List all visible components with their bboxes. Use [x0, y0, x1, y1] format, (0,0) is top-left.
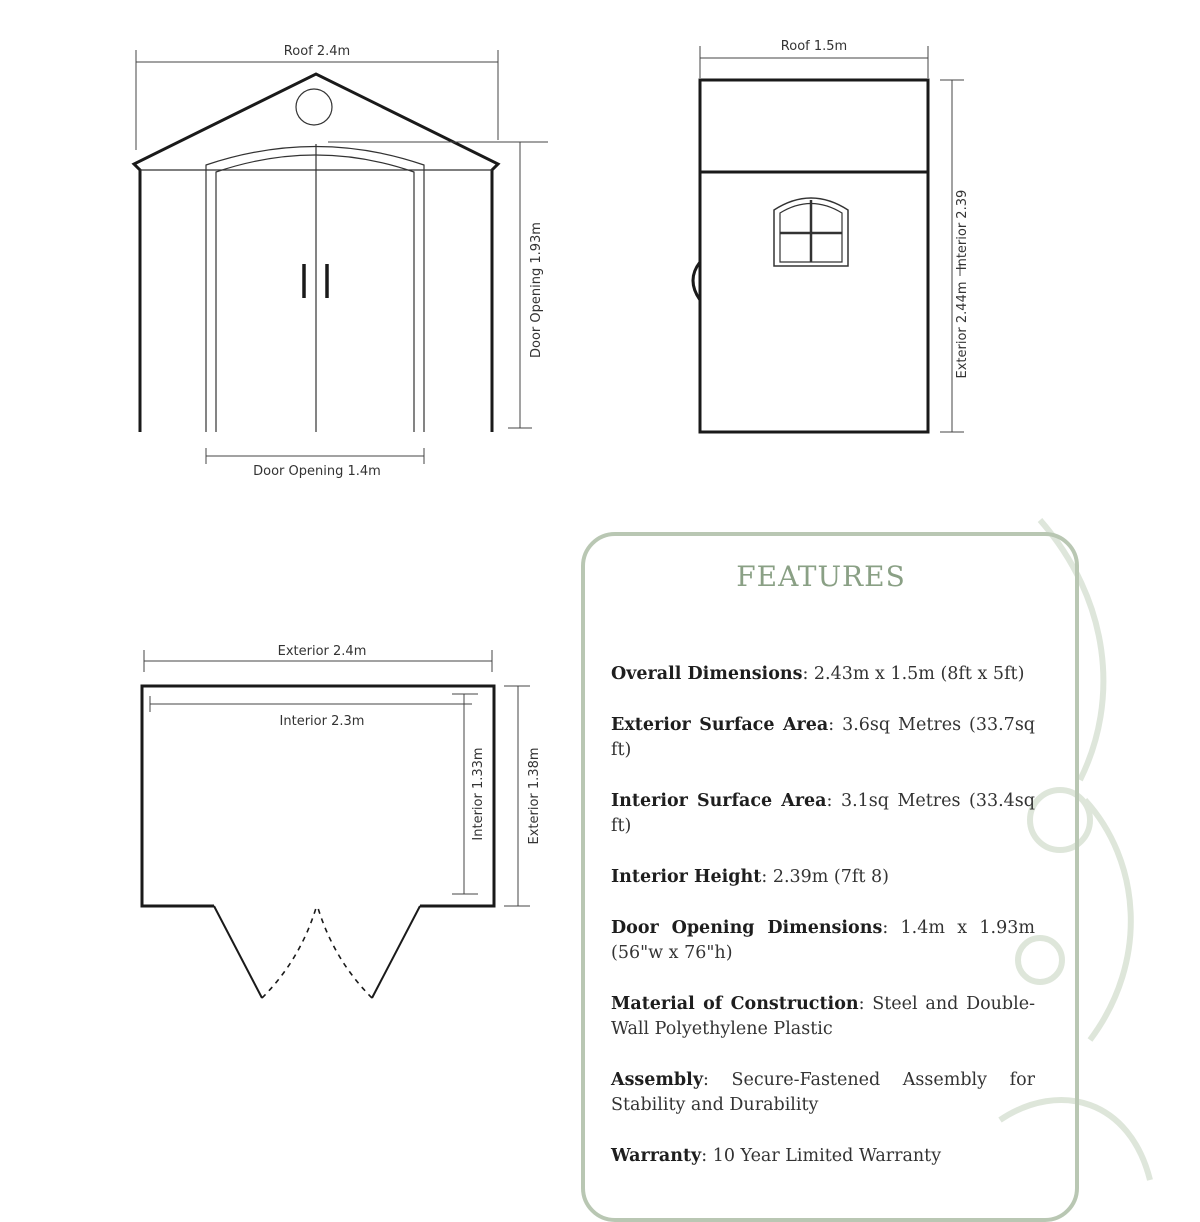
- feature-item-material: Material of Construction: Steel and Double-Wall Polyethylene Plastic: [611, 994, 1035, 1039]
- feature-item-exterior-area: Exterior Surface Area: 3.6sq Metres (33.7sq ft): [611, 715, 1035, 760]
- feature-item-interior-height: Interior Height: 2.39m (7ft 8): [611, 867, 889, 887]
- floor-exterior-width-label: Exterior 2.4m: [277, 644, 367, 659]
- side-view: [693, 39, 970, 432]
- door-width-label: Door Opening 1.4m: [253, 464, 381, 479]
- side-interior-label: Interior 2.39: [955, 189, 970, 271]
- feature-item-overall-dimensions: Overall Dimensions: 2.43m x 1.5m (8ft x 5ft): [611, 664, 1025, 684]
- door-swing-icon: [214, 906, 420, 998]
- floor-exterior-depth-label: Exterior 1.38m: [527, 747, 542, 845]
- feature-item-warranty: Warranty: 10 Year Limited Warranty: [611, 1146, 942, 1166]
- floor-plan: [142, 644, 542, 998]
- front-view: [134, 44, 548, 479]
- feature-item-door-opening: Door Opening Dimensions: 1.4m x 1.93m (56"w x 76"h): [611, 918, 1035, 963]
- floor-interior-depth-label: Interior 1.33m: [471, 747, 486, 841]
- feature-item-assembly: Assembly: Secure-Fastened Assembly for Stability and Durability: [611, 1070, 1035, 1115]
- roof-vent-icon: [296, 89, 332, 125]
- shed-side-outline: [700, 80, 928, 432]
- features-title: FEATURES: [736, 560, 906, 593]
- side-roof-label: Roof 1.5m: [780, 39, 848, 54]
- door-height-label: Door Opening 1.93m: [529, 222, 544, 358]
- features-list: [611, 662, 1035, 1195]
- side-exterior-label: Exterior 2.44m: [955, 281, 970, 379]
- floor-interior-width-label: Interior 2.3m: [279, 714, 365, 729]
- roof-width-label: Roof 2.4m: [283, 44, 351, 59]
- double-door: [206, 147, 424, 433]
- side-window-icon: [774, 198, 848, 266]
- feature-item-interior-area: Interior Surface Area: 3.1sq Metres (33.4sq ft): [611, 791, 1035, 836]
